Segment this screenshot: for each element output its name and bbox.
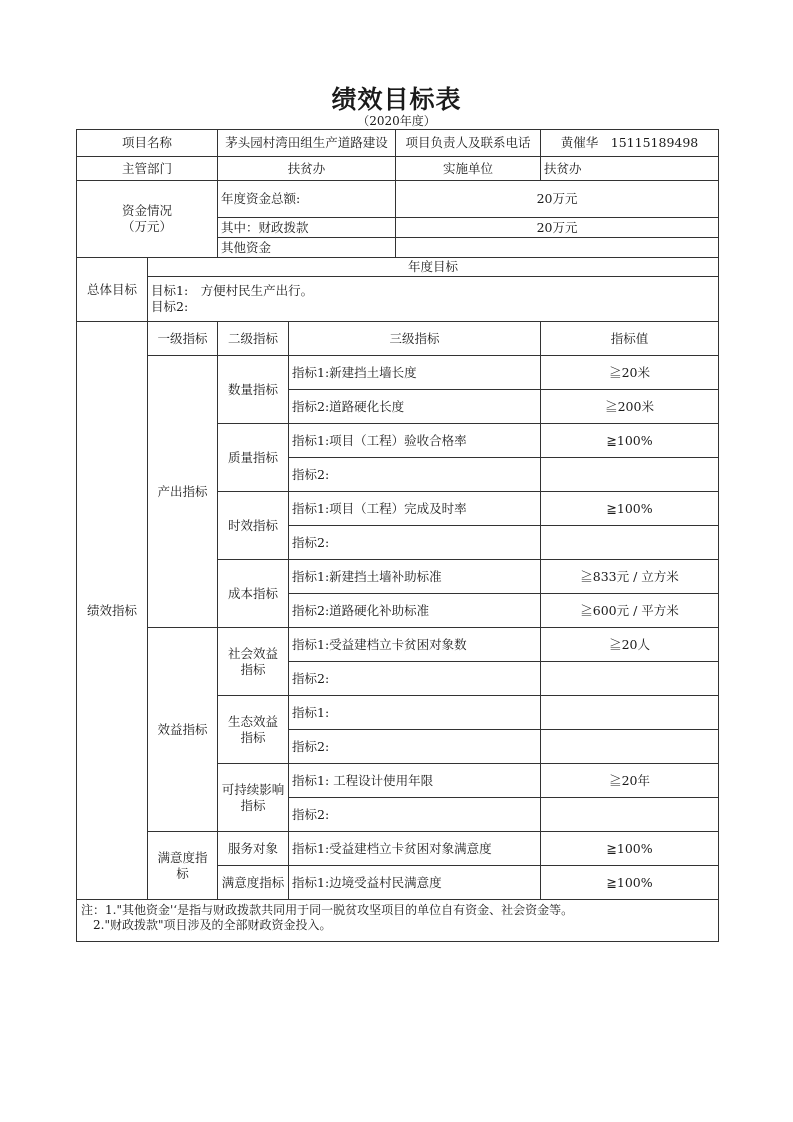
funds-other-value — [396, 238, 719, 258]
indicator-name: 指标1:项目（工程）完成及时率 — [289, 492, 541, 526]
document-title: 绩效目标表 — [331, 85, 462, 114]
indicator-value: ≧100% — [541, 866, 719, 900]
unit-label: 实施单位 — [396, 157, 541, 181]
indicator-value: ≧20人 — [541, 628, 719, 662]
footnote — [77, 900, 719, 942]
annual-goal-content — [148, 277, 719, 322]
level1-header: 一级指标 — [148, 322, 218, 356]
indicator-name: 指标1:项目（工程）验收合格率 — [289, 424, 541, 458]
indicator-value — [541, 458, 719, 492]
funds-total-value: 20万元 — [396, 181, 719, 218]
annual-goal-header: 年度目标 — [148, 258, 719, 277]
satisfaction-sub-indicator: 满意度指标 — [218, 866, 289, 900]
performance-target-table — [76, 129, 719, 942]
project-name-value: 茅头园村湾田组生产道路建设 — [218, 130, 396, 157]
cost-indicator: 成本指标 — [218, 560, 289, 628]
service-object: 服务对象 — [218, 832, 289, 866]
indicator-name: 指标2:道路硬化长度 — [289, 390, 541, 424]
satisfaction-indicator: 满意度指 标 — [148, 832, 218, 900]
indicator-name: 指标2: — [289, 662, 541, 696]
indicator-name: 指标2: — [289, 526, 541, 560]
indicator-value — [541, 730, 719, 764]
goal-2: 目标2: — [151, 299, 189, 314]
indicator-value: ≧100% — [541, 832, 719, 866]
level3-header: 三级指标 — [289, 322, 541, 356]
indicator-value: ≧100% — [541, 424, 719, 458]
indicator-value — [541, 662, 719, 696]
output-indicator: 产出指标 — [148, 356, 218, 628]
indicator-name: 指标1:新建挡土墙补助标准 — [289, 560, 541, 594]
year-subtitle: （2020年度） — [357, 114, 436, 128]
footnote-line-1: 注：1."其他资金'‘是指与财政拨款共同用于同一脱贫攻坚项目的单位自有资金、社会资金等。 — [81, 903, 574, 917]
goal-1: 目标1: 方便村民生产出行。 — [151, 283, 314, 299]
benefit-indicator: 效益指标 — [148, 628, 218, 832]
quantity-indicator: 数量指标 — [218, 356, 289, 424]
indicator-value: ≧20年 — [541, 764, 719, 798]
value-header: 指标值 — [541, 322, 719, 356]
indicator-name: 指标1: — [289, 696, 541, 730]
level2-header: 二级指标 — [218, 322, 289, 356]
indicator-value: ≧200米 — [541, 390, 719, 424]
unit-value: 扶贫办 — [541, 157, 719, 181]
funds-fiscal-value: 20万元 — [396, 218, 719, 238]
indicator-name: 指标1:受益建档立卡贫困对象数 — [289, 628, 541, 662]
sustain-indicator: 可持续影响 指标 — [218, 764, 289, 832]
funds-total-label: 年度资金总额: — [218, 181, 396, 218]
dept-label: 主管部门 — [77, 157, 218, 181]
indicator-name: 指标1: 工程设计使用年限 — [289, 764, 541, 798]
indicator-name: 指标2: — [289, 458, 541, 492]
indicator-value — [541, 696, 719, 730]
indicator-value: ≧20米 — [541, 356, 719, 390]
funds-label: 资金情况 （万元） — [77, 181, 218, 258]
footnote-line-2: 2."财政拨款"项目涉及的全部财政资金投入。 — [81, 918, 332, 932]
indicator-name: 指标1:受益建档立卡贫困对象满意度 — [289, 832, 541, 866]
funds-fiscal-label: 其中：财政拨款 — [218, 218, 396, 238]
indicator-name: 指标2: — [289, 798, 541, 832]
timeliness-indicator: 时效指标 — [218, 492, 289, 560]
indicator-name: 指标2:道路硬化补助标准 — [289, 594, 541, 628]
indicator-value: ≧100% — [541, 492, 719, 526]
social-benefit-indicator: 社会效益 指标 — [218, 628, 289, 696]
overall-goal-label: 总体目标 — [77, 258, 148, 322]
indicator-value — [541, 798, 719, 832]
indicator-value: ≧833元 / 立方米 — [541, 560, 719, 594]
dept-value: 扶贫办 — [218, 157, 396, 181]
project-name-label: 项目名称 — [77, 130, 218, 157]
quality-indicator: 质量指标 — [218, 424, 289, 492]
indicator-value: ≧600元 / 平方米 — [541, 594, 719, 628]
project-leader-label: 项目负责人及联系电话 — [396, 130, 541, 157]
project-leader-value: 黄催华 15115189498 — [541, 130, 719, 157]
indicator-value — [541, 526, 719, 560]
indicator-name: 指标1:边境受益村民满意度 — [289, 866, 541, 900]
perf-indicator-label: 绩效指标 — [77, 322, 148, 900]
funds-other-label: 其他资金 — [218, 238, 396, 258]
indicator-name: 指标1:新建挡土墙长度 — [289, 356, 541, 390]
indicator-name: 指标2: — [289, 730, 541, 764]
eco-benefit-indicator: 生态效益 指标 — [218, 696, 289, 764]
